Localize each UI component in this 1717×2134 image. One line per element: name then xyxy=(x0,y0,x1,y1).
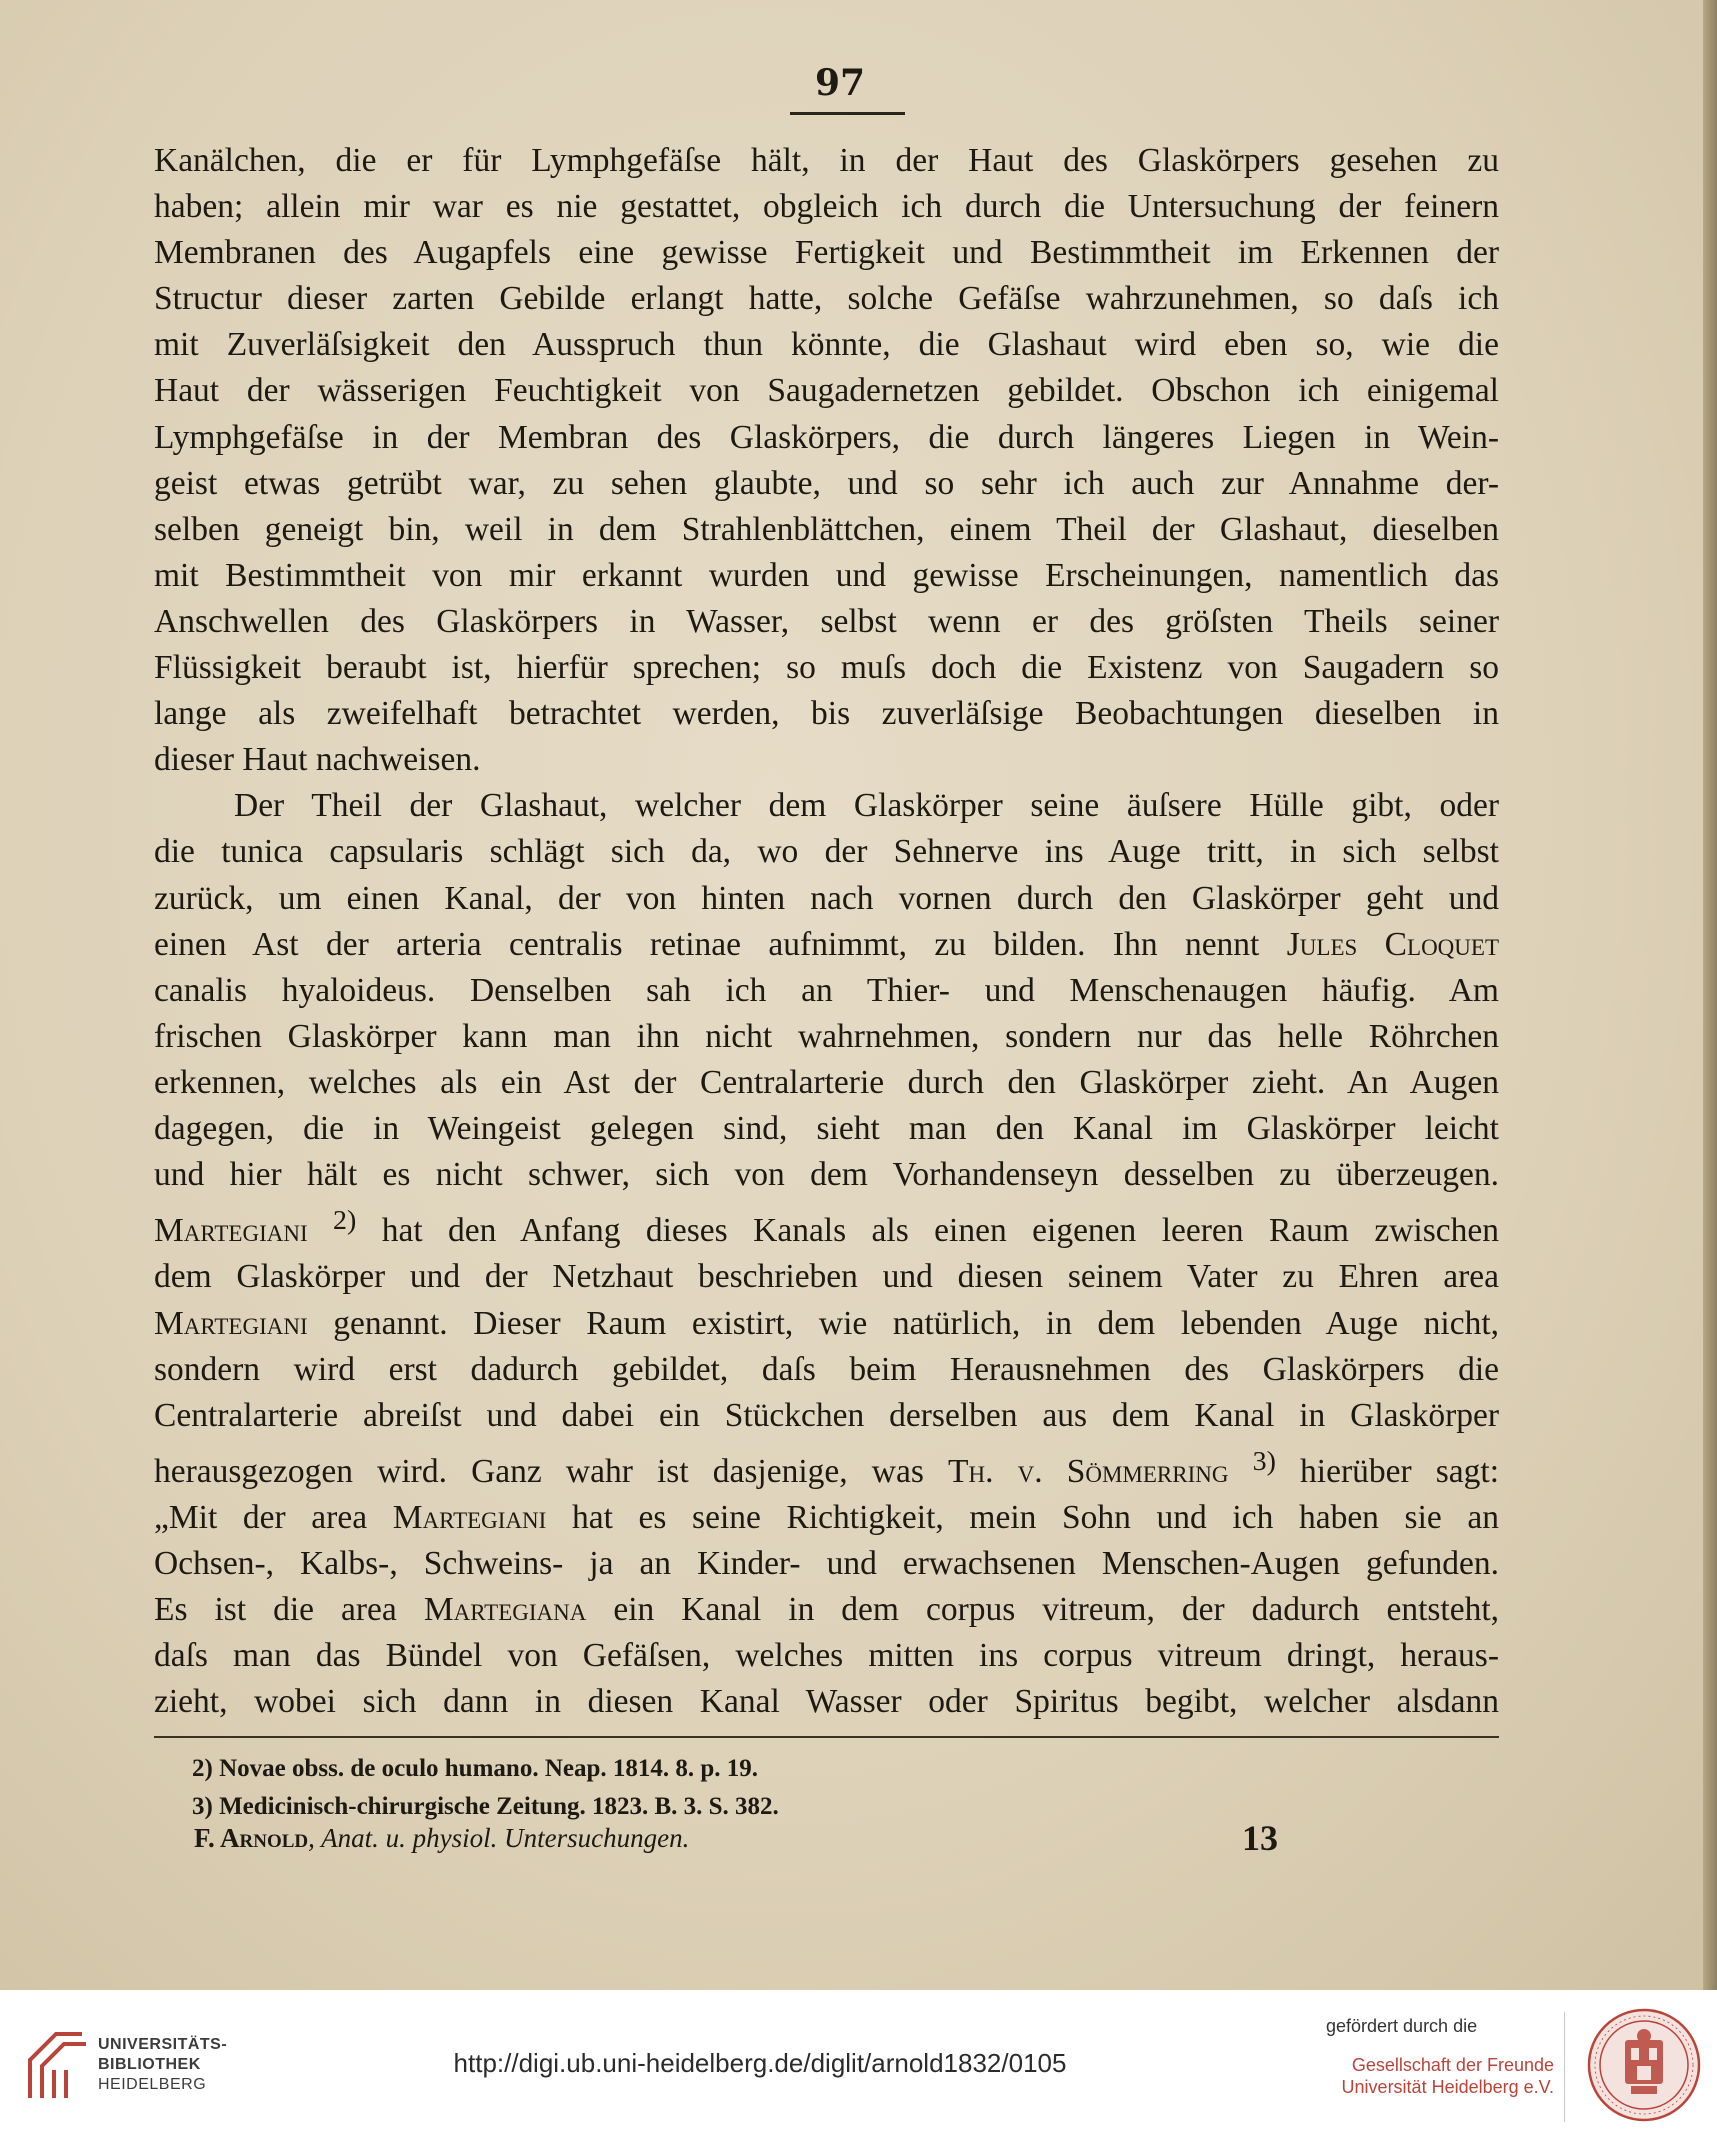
signature-text: F. Arnold, Anat. u. physiol. Untersuchungen. xyxy=(194,1823,690,1853)
text-line: selben geneigt bin, weil in dem Strahlenblättchen, einem Theil der Glashaut, dieselben xyxy=(154,510,1499,548)
text-line: geist etwas getrübt war, zu sehen glaubte, und so sehr ich auch zur Annahme der- xyxy=(154,464,1499,502)
text-line xyxy=(154,1198,1499,1254)
footnote: 2) Novae obss. de oculo humano. Neap. 1814. 8. p. 19. xyxy=(192,1755,759,1782)
text-line xyxy=(154,1587,1499,1633)
text-line: canalis hyaloideus. Denselben sah ich an Thier- und Menschenaugen häufig. Am xyxy=(154,971,1499,1009)
line-part: ein Kanal in dem corpus vitreum, der dadurch entsteht, xyxy=(613,1591,1500,1629)
text-line: die tunica capsularis schlägt sich da, wo der Sehnerve ins Auge tritt, in sich selbst xyxy=(154,833,1499,871)
author-name: Martegiani xyxy=(154,1304,308,1342)
signature-author: F. Arnold xyxy=(194,1823,309,1853)
permalink-url[interactable]: http://digi.ub.uni-heidelberg.de/diglit/arnold1832/0105 xyxy=(453,2048,1067,2078)
university-seal-icon xyxy=(1585,2006,1703,2124)
line-part: „Mit der area xyxy=(154,1499,368,1537)
library-line: BIBLIOTHEK xyxy=(98,2056,201,2073)
signature-line xyxy=(154,1818,1499,1863)
line-part: hierüber sagt: xyxy=(1300,1452,1500,1490)
library-line: UNIVERSITÄTS- xyxy=(98,2036,228,2053)
sponsor-line: Universität Heidelberg e.V. xyxy=(1341,2077,1554,2097)
text-line: und hier hält es nicht schwer, sich von dem Vorhandenseyn desselben zu überzeugen. xyxy=(154,1156,1499,1194)
text-line xyxy=(154,1495,1499,1541)
page-number-rule xyxy=(790,112,905,115)
footnotes xyxy=(192,1750,1392,1826)
text-line: dieser Haut nachweisen. xyxy=(154,741,481,779)
text-line: dagegen, die in Weingeist gelegen sind, sieht man den Kanal im Glaskörper leicht xyxy=(154,1109,1499,1147)
line-part: einen Ast der arteria centralis retinae aufnimmt, zu bilden. Ihn nennt xyxy=(154,925,1260,963)
page-number: 97 xyxy=(814,62,866,104)
text-line xyxy=(154,1439,1499,1495)
text-line: Flüssigkeit beraubt ist, hierfür sprechen; so muſs doch die Existenz von Saugadern so xyxy=(154,649,1499,687)
text-line: mit Zuverläſsigkeit den Ausspruch thun könnte, die Glashaut wird eben so, wie die xyxy=(154,326,1499,364)
text-line: lange als zweifelhaft betrachtet werden, bis zuverläſsige Beobachtungen dieselben in xyxy=(154,695,1499,733)
author-name: Th. v. Sömmerring xyxy=(948,1452,1229,1490)
author-name: Jules Cloquet xyxy=(1286,925,1500,963)
text-line: zieht, wobei sich dann in diesen Kanal Wasser oder Spiritus begibt, welcher alsdann xyxy=(154,1683,1499,1721)
footnote-rule xyxy=(154,1736,1499,1738)
text-line: frischen Glaskörper kann man ihn nicht wahrnehmen, sondern nur das helle Röhrchen xyxy=(154,1017,1499,1055)
text-line: haben; allein mir war es nie gestattet, obgleich ich durch die Untersuchung der feinern xyxy=(154,188,1499,226)
line-part: herausgezogen wird. Ganz wahr ist dasjenige, was xyxy=(154,1452,924,1490)
sponsor-divider xyxy=(1564,2012,1565,2122)
text-line: erkennen, welches als ein Ast der Centralarterie durch den Glaskörper zieht. An Augen xyxy=(154,1063,1499,1101)
footnote-ref: 2) xyxy=(333,1205,357,1237)
text-line: Kanälchen, die er für Lymphgefäſse hält, in der Haut des Glaskörpers gesehen zu xyxy=(154,142,1499,179)
text-line: Lymphgefäſse in der Membran des Glaskörpers, die durch längeres Liegen in Wein- xyxy=(154,418,1499,456)
text-line: Centralarterie abreiſst und dabei ein Stückchen derselben aus dem Kanal in Glaskörper xyxy=(154,1396,1499,1434)
sponsor-line: Gesellschaft der Freunde xyxy=(1351,2055,1554,2075)
text-line xyxy=(154,1301,1499,1347)
text-line: dem Glaskörper und der Netzhaut beschrieben und diesen seinem Vater zu Ehren area xyxy=(154,1258,1499,1296)
text-line: daſs man das Bündel von Gefäſsen, welches mitten ins corpus vitreum dringt, heraus- xyxy=(154,1637,1499,1675)
signature-title: Anat. u. physiol. Untersuchungen. xyxy=(321,1823,690,1853)
footnote: 3) Medicinisch-chirurgische Zeitung. 1823. B. 3. S. 382. xyxy=(192,1793,779,1820)
author-name: Martegiana xyxy=(423,1591,587,1629)
text-line: Membranen des Augapfels eine gewisse Fertigkeit und Bestimmtheit im Erkennen der xyxy=(154,234,1499,272)
footer-bar xyxy=(0,1990,1717,2134)
author-name: Martegiani xyxy=(154,1212,308,1250)
text-line xyxy=(154,922,1499,968)
ub-logo-icon[interactable] xyxy=(22,2026,92,2104)
text-line: Haut der wässerigen Feuchtigkeit von Saugadernetzen gebildet. Obschon ich einigemal xyxy=(154,372,1499,410)
sponsor-note: gefördert durch die xyxy=(1326,2016,1478,2036)
text-line: sondern wird erst dadurch gebildet, daſs beim Herausnehmen des Glaskörpers die xyxy=(154,1350,1499,1388)
sheet-number: 13 xyxy=(1242,1818,1278,1858)
text-line: Der Theil der Glashaut, welcher dem Glaskörper seine äuſsere Hülle gibt, oder xyxy=(234,787,1499,825)
text-line: Ochsen-, Kalbs-, Schweins- ja an Kinder- und erwachsenen Menschen-Augen gefunden. xyxy=(154,1545,1499,1583)
library-name[interactable] xyxy=(98,2035,227,2095)
line-part: genannt. Dieser Raum existirt, wie natürlich, in dem lebenden Auge nicht, xyxy=(333,1304,1500,1342)
library-line: HEIDELBERG xyxy=(98,2076,207,2093)
text-line: Anschwellen des Glaskörpers in Wasser, selbst wenn er des gröſsten Theils seiner xyxy=(154,602,1499,640)
line-part: hat den Anfang dieses Kanals als einen eigenen leeren Raum zwischen xyxy=(381,1212,1500,1250)
line-part: Es ist die area xyxy=(154,1591,397,1629)
sponsor-name[interactable] xyxy=(1326,2054,1554,2098)
footnote-ref: 3) xyxy=(1252,1445,1276,1477)
body-text xyxy=(154,138,1499,1726)
line-part: hat es seine Richtigkeit, mein Sohn und ich haben sie an xyxy=(571,1499,1500,1537)
text-line: Structur dieser zarten Gebilde erlangt hatte, solche Gefäſse wahrzunehmen, so daſs ich xyxy=(154,280,1499,318)
text-line: mit Bestimmtheit von mir erkannt wurden und gewisse Erscheinungen, namentlich das xyxy=(154,556,1499,594)
text-line: zurück, um einen Kanal, der von hinten nach vornen durch den Glaskörper geht und xyxy=(154,879,1499,917)
author-name: Martegiani xyxy=(392,1499,547,1537)
page-edge xyxy=(1703,0,1717,1990)
